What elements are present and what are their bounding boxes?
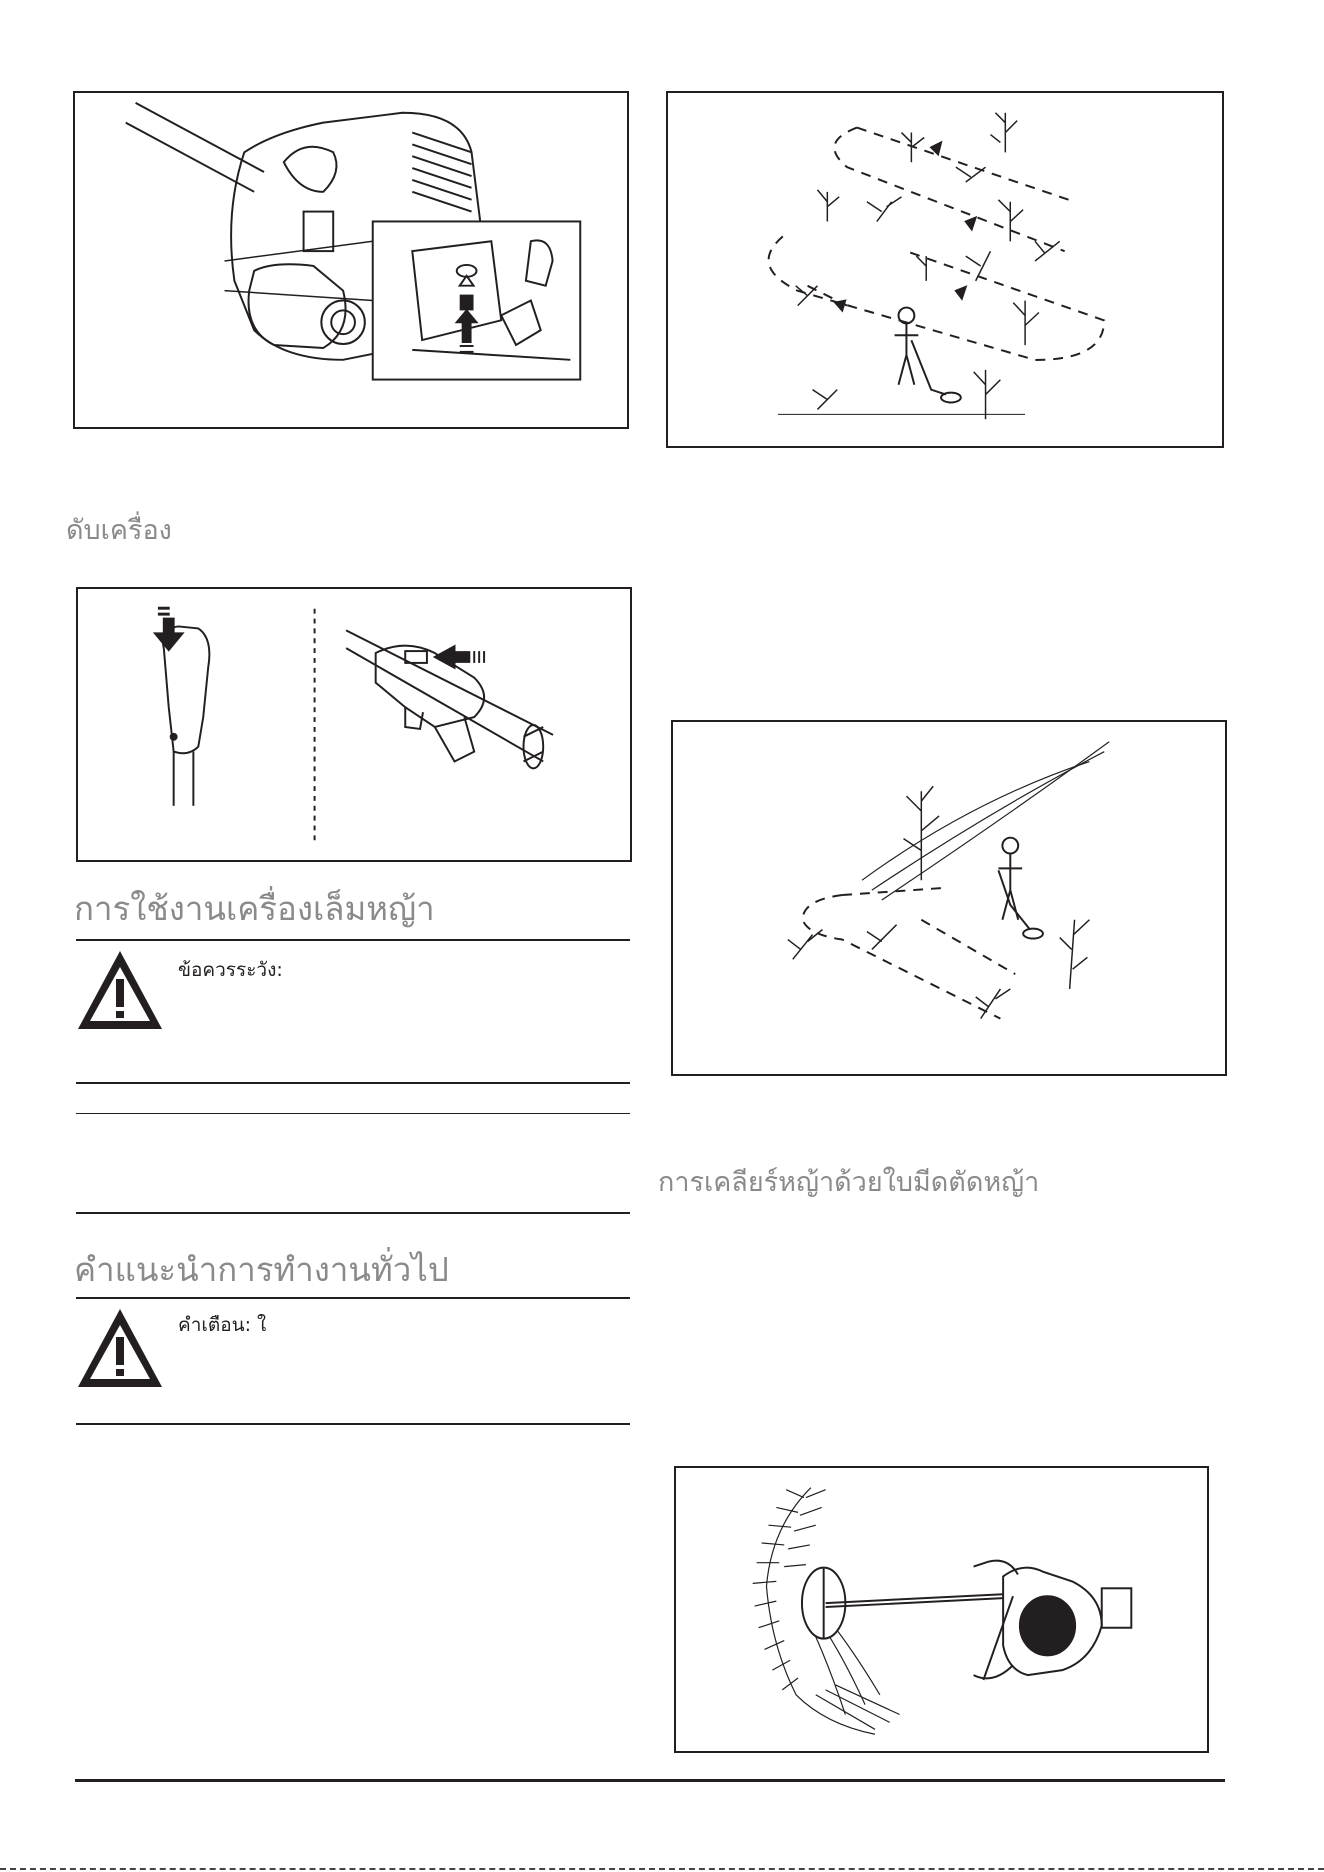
blade-cutting-figure bbox=[674, 1466, 1209, 1753]
warning-triangle-icon bbox=[74, 947, 166, 1033]
caution-thin-rule bbox=[76, 1113, 630, 1114]
footer-rule bbox=[75, 1779, 1225, 1782]
clearing-pattern-figure bbox=[666, 91, 1224, 448]
stop-engine-heading: ดับเครื่อง bbox=[66, 515, 172, 546]
general-instructions-rule bbox=[76, 1297, 630, 1299]
section-divider-rule bbox=[76, 1212, 630, 1214]
blade-clearing-heading: การเคลียร์หญ้าด้วยใบมีดตัดหญ้า bbox=[658, 1167, 1040, 1198]
caution-bottom-rule bbox=[76, 1082, 630, 1084]
engine-choke-figure bbox=[73, 91, 629, 429]
trimmer-use-rule bbox=[76, 939, 630, 941]
stop-switch-figure bbox=[76, 587, 632, 862]
warning-triangle-icon bbox=[74, 1305, 166, 1391]
clearing-path-figure bbox=[671, 720, 1227, 1076]
general-instructions-heading: คำแนะนำการทำงานทั่วไป bbox=[74, 1250, 449, 1289]
warning-bottom-rule bbox=[76, 1423, 630, 1425]
cut-line bbox=[0, 1868, 1324, 1870]
warning-label: คำเตือน: ใ bbox=[178, 1314, 267, 1336]
caution-label: ข้อควรระวัง: bbox=[178, 959, 283, 981]
trimmer-use-heading: การใช้งานเครื่องเล็มหญ้า bbox=[74, 889, 435, 928]
